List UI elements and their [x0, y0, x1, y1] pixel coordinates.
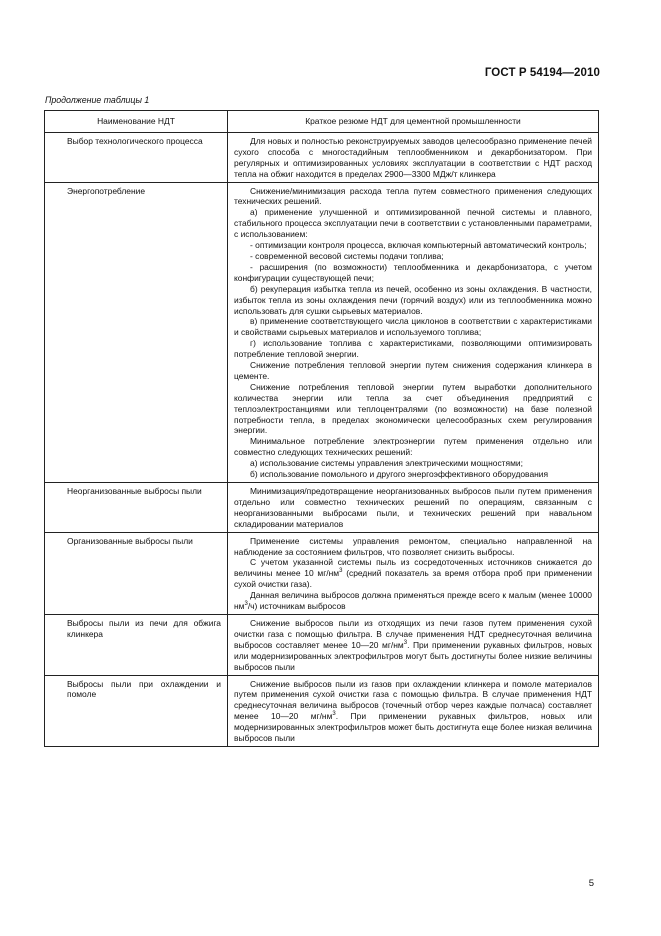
table-row [45, 614, 599, 675]
table-row [45, 675, 599, 746]
summary-paragraph [234, 679, 592, 744]
summary-paragraph: в) применение соответствующего числа циклонов в соответствии с характеристиками и свойствами сырьевых материалов и используемого топлива; [234, 316, 592, 338]
bat-name: Выбросы пыли из печи для обжига клинкера [45, 614, 228, 675]
summary-paragraph [234, 590, 592, 612]
text-run: Данная величина выбросов должна применяться прежде всего к малым (менее 10000 нм [234, 590, 592, 612]
summary-paragraph: - современной весовой системы подачи топлива; [250, 250, 444, 261]
bat-summary [228, 182, 599, 482]
standard-number: ГОСТ Р 54194—2010 [484, 67, 600, 79]
summary-paragraph [234, 618, 592, 673]
table-row [45, 483, 599, 533]
summary-paragraph: Снижение потребления тепловой энергии путем снижения содержания клинкера в цементе. [234, 360, 592, 381]
column-header-name: Наименование НДТ [45, 111, 228, 133]
summary-paragraph: - оптимизации контроля процесса, включая компьютерный автоматический контроль; [250, 240, 587, 251]
summary-paragraph: б) рекуперация избытка тепла из печей, особенно из зоны охлаждения. В частности, избыток тепла из зоны охлаждения печи (горячий воздух) или из теплообменника можно использовать для сушки сырьевых материалов. [234, 283, 592, 316]
text-run: /ч) источникам выбросов [247, 601, 346, 612]
bat-summary [228, 132, 599, 182]
bat-summary [228, 532, 599, 614]
text-run: (средний показатель за время отбора проб при применении сухой очистки газа). [234, 568, 592, 590]
summary-paragraph: Снижение потребления тепловой энергии путем выработки дополнительного количества энергии или тепла за счет объединения предприятий с теплоэлектростанциями или теплоцентралями (по возможности) на базе полезной потребности тепла, в пределах экономически целесообразных схем регулирования энергии. [234, 381, 592, 436]
summary-paragraph: а) применение улучшенной и оптимизированной печной системы и плавного, стабильного процесса эксплуатации печи в соответствии с установленными параметрами, с использованием: [234, 207, 592, 240]
summary-paragraph: Снижение/минимизация расхода тепла путем совместного применения следующих технических решений. [234, 185, 592, 207]
text-run: . При применении рукавных фильтров, новых или модернизированных электрофильтров может быть достигнута еще более низкая величина выбросов пыли [234, 711, 592, 744]
table-continuation-caption: Продолжение таблицы 1 [45, 95, 150, 105]
summary-paragraph: Применение системы управления ремонтом, специально направленной на наблюдение за состоянием фильтров, что позволяет снизить выбросы. [234, 535, 592, 557]
bat-summary [228, 614, 599, 675]
bat-name: Энергопотребление [45, 182, 228, 482]
summary-paragraph: Минимизация/предотвращение неорганизованных выбросов пыли путем применения отдельно или совместно технических решений по операциям, связанным с неорганизованными выбросами пыли, и технических решений при навальном складировании материалов [234, 486, 592, 529]
bat-summary [228, 675, 599, 746]
summary-paragraph: б) использование помольного и другого энергоэффективного оборудования [250, 469, 549, 480]
summary-paragraph: - расширения (по возможности) теплообменника и декарбонизатора, с учетом конфигурации существующей печи; [234, 261, 592, 283]
bat-name: Организованные выбросы пыли [45, 532, 228, 614]
superscript: 3 [244, 601, 248, 608]
summary-paragraph: Для новых и полностью реконструируемых заводов целесообразно применение печей сухого способа с многостадийным теплообменником и декарбонизатором. При регулярных и оптимизированных условиях эксплуатации в соответствии с НДТ расход тепла на обжиг находится в пределах 2900—3300 МДж/т клинкера [234, 135, 592, 179]
summary-paragraph: Минимальное потребление электроэнергии путем применения отдельно или совместно следующих технических решений: [234, 436, 592, 458]
page-number: 5 [588, 878, 594, 889]
text-run: Снижение выбросов пыли из отходящих из печи газов путем применения сухой очистки газа с помощью фильтра. В случае применения НДТ среднесуточная величина выбросов составляет менее 10—20 мг/нм [234, 617, 592, 650]
table-row [45, 532, 599, 614]
text-run: . При применении рукавных фильтров, новых или модернизированных электрофильтров могут быть достигнуты более низкие величины выбросов пыли [234, 639, 592, 672]
bat-name: Неорганизованные выбросы пыли [45, 483, 228, 533]
summary-paragraph: а) использование системы управления электрическими мощностями; [250, 458, 523, 469]
text-run: С учетом указанной системы пыль из сосредоточенных источников снижается до величины менее 10 мг/нм [234, 557, 592, 579]
summary-paragraph: г) использование топлива с характеристиками, позволяющими оптимизировать потребление тепловой энергии. [234, 338, 592, 360]
bat-summary [228, 483, 599, 533]
bat-name: Выбросы пыли при охлаждении и помоле [45, 675, 228, 746]
superscript: 3 [339, 568, 343, 575]
superscript: 3 [403, 639, 408, 646]
column-header-summary: Краткое резюме НДТ для цементной промышленности [228, 111, 599, 133]
table-row [45, 132, 599, 182]
bat-name: Выбор технологического процесса [45, 132, 228, 182]
table-row [45, 182, 599, 482]
superscript: 3 [332, 711, 336, 718]
table-header-row [45, 111, 599, 133]
summary-paragraph [234, 557, 592, 590]
bat-table [44, 110, 599, 747]
text-run: Снижение выбросов пыли из газов при охлаждении клинкера и помоле материалов путем применения сухой очистки газа с помощью фильтра. В случае применения НДТ среднесуточная величина выбросов (точечный отбор через каждые полчаса) составляет менее 10—20 мг/нм [234, 678, 592, 722]
